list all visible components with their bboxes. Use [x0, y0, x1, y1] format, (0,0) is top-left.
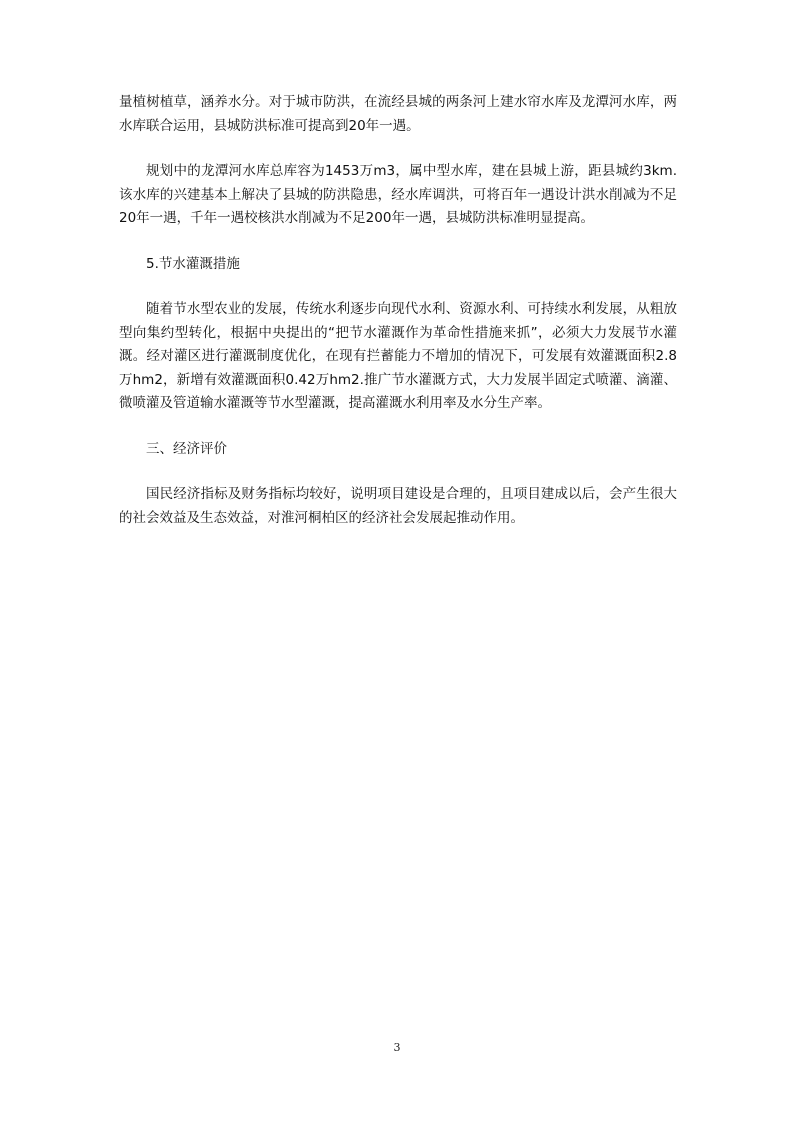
- paragraph-flood-control: 量植树植草，涵养水分。对于城市防洪，在流经县城的两条河上建水帘水库及龙潭河水库，两水库联合运用，县城防洪标准可提高到20年一遇。: [119, 94, 677, 134]
- page-body: [119, 91, 677, 530]
- section-heading-economic-evaluation: 三、经济评价: [146, 440, 227, 457]
- paragraph-spacer: [119, 461, 677, 483]
- paragraph-longtan-reservoir: 规划中的龙潭河水库总库容为1453万m3，属中型水库，建在县城上游，距县城约3km.该水库的兴建基本上解决了县城的防洪隐患，经水库调洪，可将百年一遇设计洪水削减为不足20年一遇，千年一遇校核洪水削减为不足200年一遇，县城防洪标准明显提高。: [119, 163, 677, 226]
- paragraph-spacer: [119, 138, 677, 160]
- paragraph-spacer: [119, 231, 677, 253]
- section-heading-water-saving-irrigation: 5.节水灌溉措施: [146, 255, 240, 272]
- paragraph-spacer: [119, 276, 677, 298]
- paragraph-water-saving-irrigation: 随着节水型农业的发展，传统水利逐步向现代水利、资源水利、可持续水利发展，从粗放型向集约型转化，根据中央提出的“把节水灌溉作为革命性措施来抓”，必须大力发展节水灌溉。经对灌区进行灌溉制度优化，在现有拦蓄能力不增加的情况下，可发展有效灌溉面积2.8万hm2，新增有效灌溉面积0.42万hm2.推广节水灌溉方式，大力发展半固定式喷灌、滴灌、微喷灌及管道输水灌溉等节水型灌溉，提高灌溉水利用率及水分生产率。: [119, 301, 677, 411]
- paragraph-economic-evaluation: 国民经济指标及财务指标均较好，说明项目建设是合理的，且项目建成以后，会产生很大的社会效益及生态效益，对淮河桐柏区的经济社会发展起推动作用。: [119, 486, 677, 526]
- page-number: 3: [393, 1041, 401, 1054]
- paragraph-spacer: [119, 416, 677, 438]
